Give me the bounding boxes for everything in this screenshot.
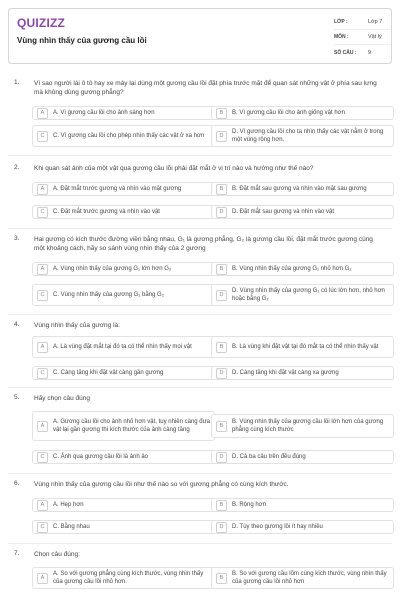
option-text: B. Vùng nhìn thấy của gương cầu lồi lớn hơn của gương phẳng cùng kích thước [232, 419, 384, 433]
answer-option-a[interactable] [32, 182, 215, 196]
answer-option-a[interactable] [32, 411, 215, 441]
answer-option-b[interactable] [211, 414, 394, 438]
answer-option-d[interactable] [211, 520, 394, 534]
meta-label: LỚP : [334, 19, 348, 25]
answer-option-c[interactable] [32, 284, 215, 306]
question-text: Vùng nhìn thấy của gương là: [34, 322, 120, 329]
option-text: D. Cả ba câu trên đều đúng [232, 454, 306, 460]
option-text: C. Vùng nhìn thấy của gương G₁ bằng G₂ [53, 292, 165, 298]
option-letter: B [216, 108, 227, 119]
option-text: D. Tùy theo gương lồi ít hay nhiều [232, 524, 323, 530]
option-letter: C [37, 522, 48, 533]
question-number: 5. [14, 394, 20, 401]
question-number: 4. [14, 321, 20, 328]
question-text: Vì sao người lái ô tô hay xe máy lại dùng một gương cầu lồi đặt phía trước mặt để quan sát những vật ở phía sau lưng mà không dùng gương phẳng? [34, 80, 377, 96]
question-number: 3. [14, 235, 20, 242]
meta-row-subject [334, 30, 391, 45]
answer-option-c[interactable] [32, 205, 215, 219]
option-text: D. Vùng nhìn thấy của gương G₁ có lúc lớn hơn, nhỏ hơn hoặc bằng G₂ [232, 288, 385, 302]
answer-option-a[interactable] [32, 336, 215, 358]
option-text: D. Càng tăng khi đặt vật càng xa gương [232, 370, 339, 376]
option-text: C. Ảnh qua gương cầu lồi là ảnh ảo [53, 454, 149, 460]
question-text: Hãy chọn câu đúng [34, 395, 91, 402]
answer-option-b[interactable] [211, 182, 394, 196]
option-text: C. Vì gương cầu lồi cho phép nhìn thấy các vật ở xa hơn [53, 133, 205, 139]
option-text: C. Bằng nhau [53, 524, 90, 530]
option-text: B. So với gương cầu lõm cùng kích thước, vùng nhìn thấy của gương cầu lồi nhỏ hơn [232, 571, 387, 585]
option-text: B. Là vùng khi đặt vật tại đó mắt ta có thể nhìn thấy vật [232, 344, 379, 350]
option-letter: A [37, 184, 48, 195]
meta-value: Lớp 7 [368, 19, 383, 25]
question-number: 6. [14, 480, 20, 487]
question-number: 1. [14, 79, 20, 86]
option-letter: B [216, 342, 227, 353]
option-text: A. Gương cầu lồi cho ảnh nhỏ hơn vật, tuy nhiên càng đưa vật lại gần gương thì kích thước của ảnh càng tăng [53, 419, 211, 433]
option-text: A. Hẹp hơn [53, 502, 84, 508]
answer-option-c[interactable] [32, 520, 215, 534]
answer-option-b[interactable] [211, 567, 394, 589]
meta-value: Vật lý [368, 34, 382, 40]
answer-option-d[interactable] [211, 450, 394, 464]
option-text: A. So với gương phẳng cùng kích thước, vùng nhìn thấy của gương cầu lồi nhỏ hơn. [53, 571, 204, 585]
answer-option-a[interactable] [32, 262, 215, 276]
question-text: Chọn câu đúng: [34, 551, 80, 558]
worksheet-title: Vùng nhìn thấy của gương cầu lồi [17, 36, 147, 45]
worksheet-header [8, 8, 392, 64]
option-letter: B [216, 573, 227, 584]
answer-option-d[interactable] [211, 366, 394, 380]
option-text: B. Vùng nhìn thấy của gương G₁ nhỏ hơn G₂ [232, 266, 352, 272]
option-letter: A [37, 500, 48, 511]
answer-option-c[interactable] [32, 450, 215, 464]
option-letter: B [216, 421, 227, 432]
option-letter: B [216, 264, 227, 275]
option-letter: A [37, 264, 48, 275]
option-text: D. Đặt mắt sau gương và nhìn vào vật [232, 209, 335, 215]
option-letter: C [37, 290, 48, 301]
question-text: Khi quan sát ảnh của một vật qua gương cầu lồi phải đặt mắt ở vị trí nào và hướng như thế nào? [34, 165, 314, 172]
option-text: C. Đặt mắt trước gương và nhìn vào vật [53, 209, 160, 215]
question-divider [8, 387, 392, 388]
meta-row-question-count [334, 45, 391, 60]
answer-option-d[interactable] [211, 125, 394, 147]
answer-option-d[interactable] [211, 284, 394, 306]
option-text: B. Rộng hơn [232, 502, 266, 508]
option-letter: D [216, 452, 227, 463]
option-letter: B [216, 184, 227, 195]
meta-label: SỐ CÂU : [334, 49, 357, 56]
question-divider [8, 473, 392, 474]
question-text: Vùng nhìn thấy của gương cầu lồi như thế nào so với gương phẳng có cùng kích thước. [34, 481, 289, 488]
option-text: A. Đặt mắt trước gương và nhìn vào mặt gương [53, 186, 182, 192]
question-divider [8, 155, 392, 156]
answer-option-b[interactable] [211, 262, 394, 276]
question-divider [8, 314, 392, 315]
answer-option-c[interactable] [32, 125, 215, 147]
option-letter: D [216, 522, 227, 533]
option-letter: A [37, 342, 48, 353]
option-text: A. Vùng nhìn thấy của gương G₁ lớn hơn G₂ [53, 266, 172, 272]
answer-option-b[interactable] [211, 498, 394, 512]
option-text: C. Càng tăng khi đặt vật càng gần gương [53, 370, 164, 376]
option-letter: D [216, 368, 227, 379]
answer-option-a[interactable] [32, 498, 215, 512]
option-letter: D [216, 131, 227, 142]
quizizz-logo: QUIZIZZ [17, 16, 66, 30]
answer-option-b[interactable] [211, 106, 394, 120]
option-text: A. Vì gương cầu lồi cho ảnh sáng hơn [53, 110, 155, 116]
option-text: D. Vì gương cầu lồi cho ta nhìn thấy các vật nằm ở trong một vùng rộng hơn. [232, 129, 384, 143]
answer-option-a[interactable] [32, 567, 215, 589]
option-text: A. Là vùng đặt mắt tại đó ta có thể nhìn thấy mọi vật [53, 344, 192, 350]
option-letter: C [37, 131, 48, 142]
question-divider [8, 543, 392, 544]
question-number: 2. [14, 164, 20, 171]
option-letter: A [37, 573, 48, 584]
option-letter: D [216, 207, 227, 218]
option-letter: A [37, 108, 48, 119]
option-letter: A [37, 421, 48, 432]
option-letter: C [37, 368, 48, 379]
question-divider [8, 228, 392, 229]
meta-label: MÔN : [334, 34, 349, 40]
meta-row-grade [334, 15, 391, 30]
question-text: Hai gương có kích thước đường viền bằng nhau, G₁ là gương phẳng, G₂ là gương cầu lồi, đặt mắt trước gương cùng một khoảng cách, hãy so sánh vùng nhìn thấy của 2 gương [34, 236, 373, 252]
option-letter: B [216, 500, 227, 511]
option-text: B. Vì gương cầu lồi cho ảnh giống vật hơn [232, 110, 345, 116]
answer-option-d[interactable] [211, 205, 394, 219]
answer-option-a[interactable] [32, 106, 215, 120]
option-letter: C [37, 207, 48, 218]
meta-value: 9 [368, 49, 372, 56]
answer-option-c[interactable] [32, 366, 215, 380]
question-number: 7. [14, 550, 20, 557]
option-letter: C [37, 452, 48, 463]
option-letter: D [216, 290, 227, 301]
meta-panel [334, 15, 391, 60]
answer-option-b[interactable] [211, 336, 394, 358]
option-text: B. Đặt mắt sau gương và nhìn vào mặt sau gương [232, 186, 367, 192]
